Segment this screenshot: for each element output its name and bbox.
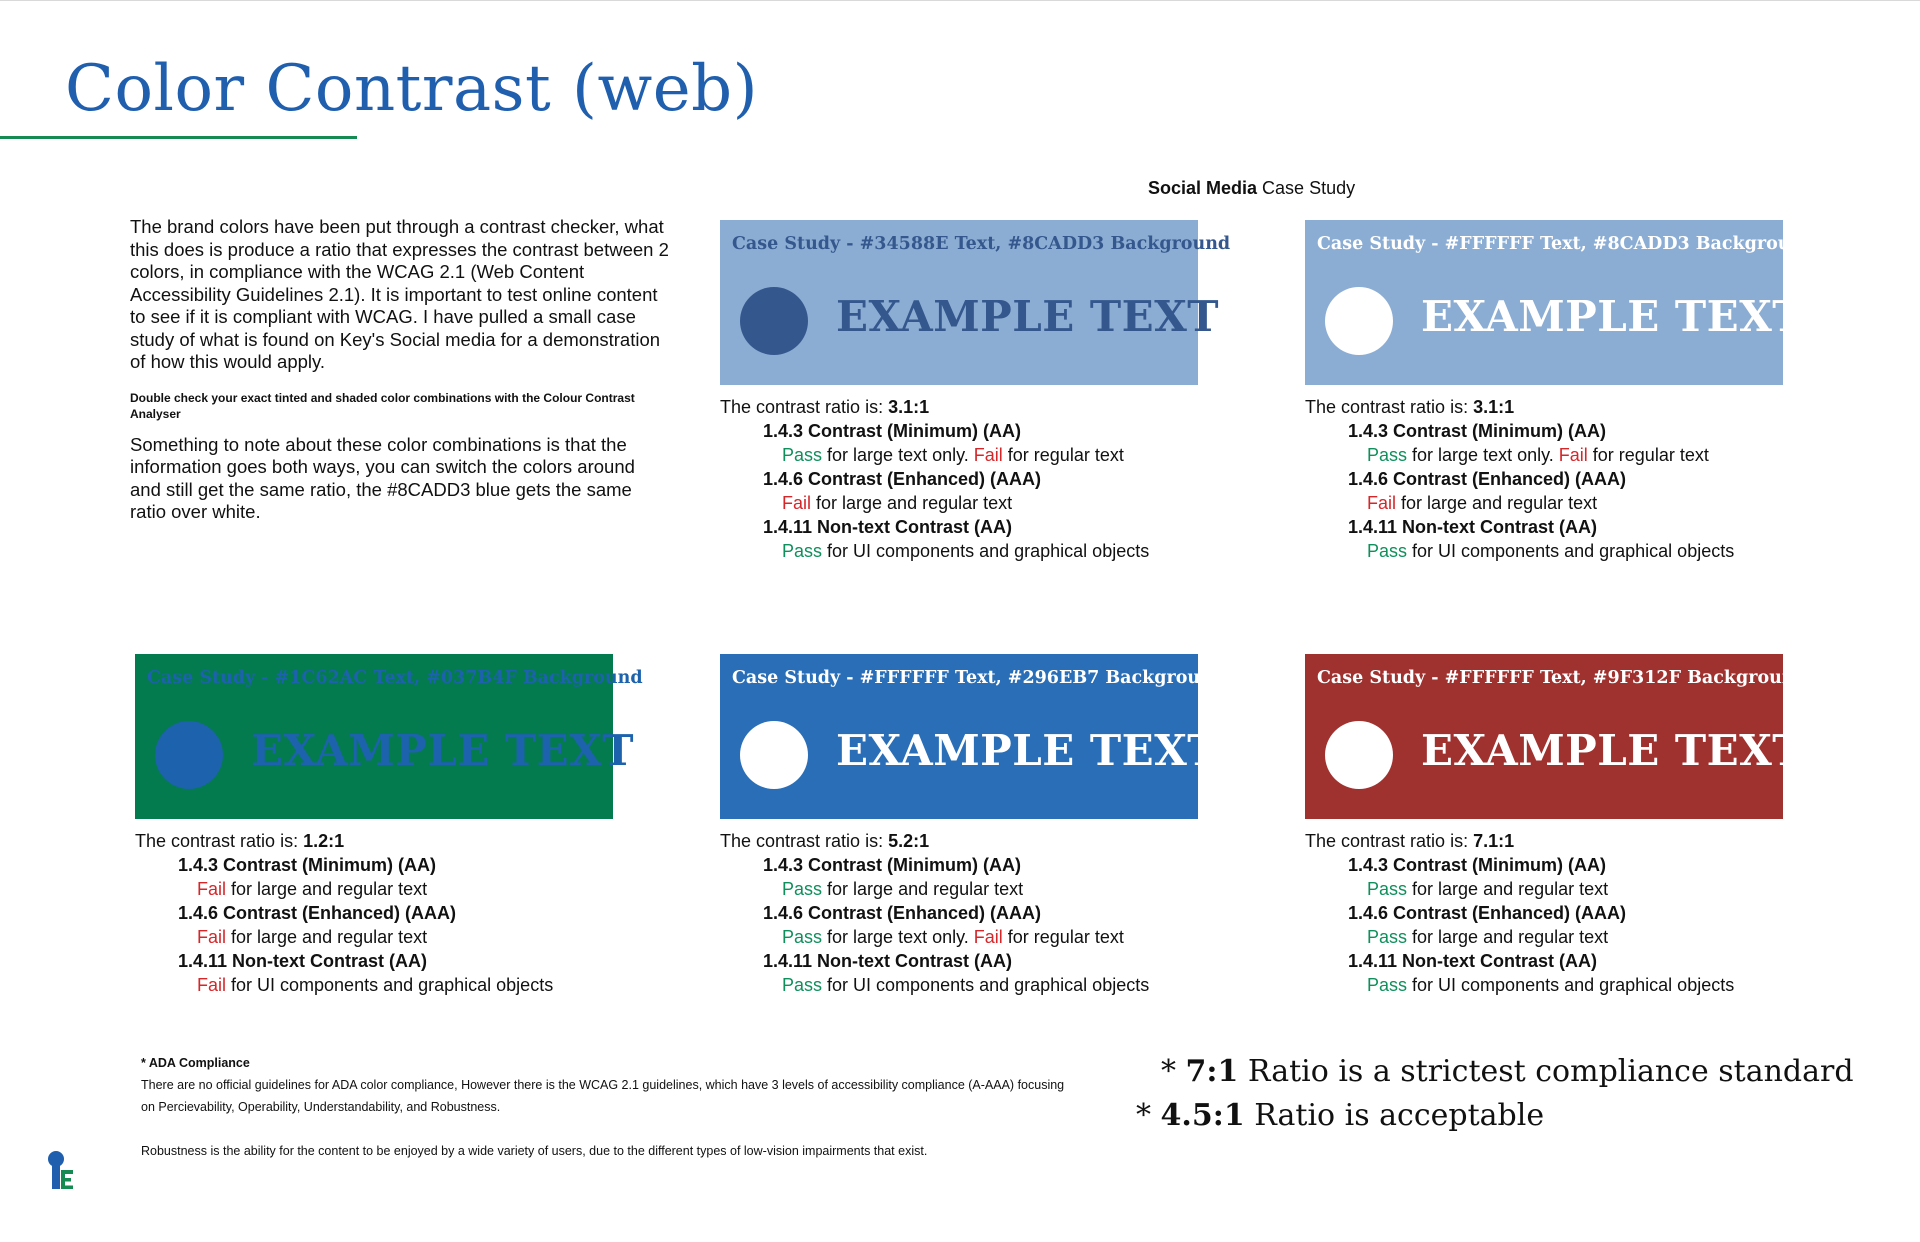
case-study-card [1305, 220, 1865, 563]
color-swatch [1305, 220, 1816, 385]
example-text: EXAMPLE TEXT [1421, 726, 1805, 775]
swatch-label: Case Study - #FFFFFF Text, #296EB7 Background [732, 668, 1226, 688]
ratio-value: 7.1:1 [1473, 831, 1515, 851]
pass-status: Pass [1367, 879, 1408, 899]
sample-circle-icon [1325, 721, 1393, 789]
result-nontext: Pass for UI components and graphical objects [782, 541, 1150, 561]
ratio-value: 1.2:1 [303, 831, 345, 851]
pass-status: Pass [782, 927, 823, 947]
ratio-value: 5.2:1 [888, 831, 930, 851]
result-enhanced: Fail for large and regular text [782, 493, 1013, 513]
pass-status: Pass [782, 975, 823, 995]
pass-status: Pass [1367, 927, 1408, 947]
fail-status: Fail [973, 927, 1003, 947]
pass-status: Pass [782, 879, 823, 899]
result-enhanced: Fail for large and regular text [1367, 493, 1598, 513]
result-minimum: Pass for large text only. Fail for regular text [782, 445, 1124, 465]
criterion-minimum: 1.4.3 Contrast (Minimum) (AA) [178, 855, 437, 875]
top-divider [0, 0, 1920, 1]
result-minimum: Pass for large and regular text [782, 879, 1024, 899]
criterion-minimum: 1.4.3 Contrast (Minimum) (AA) [1348, 421, 1607, 441]
example-text: EXAMPLE TEXT [251, 726, 635, 775]
pass-status: Pass [1367, 541, 1408, 561]
section-heading [1148, 178, 1355, 199]
result-nontext: Pass for UI components and graphical objects [1367, 975, 1735, 995]
example-text: EXAMPLE TEXT [1421, 292, 1805, 341]
criterion-enhanced: 1.4.6 Contrast (Enhanced) (AAA) [1348, 903, 1627, 923]
pass-status: Pass [782, 541, 823, 561]
ada-text-1: There are no official guidelines for ADA color compliance, However there is the WCAG 2.1 guidelines, which have 3 levels of accessibility compliance (A-AAA) focusing on Percievability, Operability, Understandability, and Robustness. [141, 1078, 1065, 1114]
page-title: Color Contrast (web) [65, 52, 759, 126]
ratio-standards [1136, 1050, 1854, 1138]
result-minimum: Pass for large text only. Fail for regular text [1367, 445, 1709, 465]
criterion-minimum: 1.4.3 Contrast (Minimum) (AA) [763, 855, 1022, 875]
contrast-ratio: The contrast ratio is: 3.1:1 [1305, 397, 1515, 417]
fail-status: Fail [197, 975, 227, 995]
criterion-enhanced: 1.4.6 Contrast (Enhanced) (AAA) [178, 903, 457, 923]
result-nontext: Fail for UI components and graphical objects [197, 975, 554, 995]
color-swatch [720, 654, 1226, 819]
swatch-label: Case Study - #34588E Text, #8CADD3 Background [732, 234, 1231, 254]
result-nontext: Pass for UI components and graphical objects [782, 975, 1150, 995]
criterion-nontext: 1.4.11 Non-text Contrast (AA) [178, 951, 428, 971]
result-minimum: Fail for large and regular text [197, 879, 428, 899]
intro-section [130, 216, 670, 524]
sample-circle-icon [740, 287, 808, 355]
fail-status: Fail [782, 493, 812, 513]
fail-status: Fail [973, 445, 1003, 465]
section-heading-bold: Social Media [1148, 178, 1258, 198]
result-enhanced: Fail for large and regular text [197, 927, 428, 947]
fail-status: Fail [1558, 445, 1588, 465]
result-nontext: Pass for UI components and graphical objects [1367, 541, 1735, 561]
sample-circle-icon [1325, 287, 1393, 355]
contrast-results [720, 395, 1280, 563]
intro-paragraph-1: The brand colors have been put through a contrast checker, what this does is produce a ratio that expresses the contrast between 2 colors, in compliance with the WCAG 2.1 (Web Content Accessibility Guidelines 2.1). It is important to test online content to see if it is compliant with WCAG. I have pulled a small case study of what is found on Key's Social media for a demonstration of how this would apply. [130, 216, 669, 372]
pass-status: Pass [1367, 445, 1408, 465]
contrast-results [1305, 395, 1865, 563]
standard-acceptable: * 4.5:1 Ratio is acceptable [1136, 1098, 1545, 1133]
pass-status: Pass [1367, 975, 1408, 995]
criterion-minimum: 1.4.3 Contrast (Minimum) (AA) [763, 421, 1022, 441]
contrast-results [720, 829, 1280, 997]
contrast-ratio: The contrast ratio is: 5.2:1 [720, 831, 930, 851]
contrast-ratio: The contrast ratio is: 1.2:1 [135, 831, 345, 851]
ratio-value: 3.1:1 [1473, 397, 1515, 417]
criterion-nontext: 1.4.11 Non-text Contrast (AA) [763, 517, 1013, 537]
case-study-card [720, 220, 1280, 563]
criterion-nontext: 1.4.11 Non-text Contrast (AA) [1348, 517, 1598, 537]
color-swatch [1305, 654, 1807, 819]
contrast-ratio: The contrast ratio is: 3.1:1 [720, 397, 930, 417]
criterion-nontext: 1.4.11 Non-text Contrast (AA) [763, 951, 1013, 971]
contrast-results [1305, 829, 1865, 997]
criterion-enhanced: 1.4.6 Contrast (Enhanced) (AAA) [763, 903, 1042, 923]
swatch-label: Case Study - #FFFFFF Text, #8CADD3 Background [1317, 234, 1816, 254]
criterion-minimum: 1.4.3 Contrast (Minimum) (AA) [1348, 855, 1607, 875]
result-enhanced: Pass for large and regular text [1367, 927, 1609, 947]
section-heading-rest: Case Study [1257, 178, 1356, 198]
pass-status: Pass [782, 445, 823, 465]
fail-status: Fail [197, 927, 227, 947]
criterion-nontext: 1.4.11 Non-text Contrast (AA) [1348, 951, 1598, 971]
ratio-value: 3.1:1 [888, 397, 930, 417]
example-text: EXAMPLE TEXT [836, 726, 1220, 775]
intro-paragraph-2: Something to note about these color combinations is that the information goes both ways, you can switch the colors around and still get the same ratio, the #8CADD3 blue gets the same ratio over white. [130, 433, 635, 522]
contrast-ratio: The contrast ratio is: 7.1:1 [1305, 831, 1515, 851]
case-study-card [720, 654, 1280, 997]
swatch-label: Case Study - #FFFFFF Text, #9F312F Background [1317, 668, 1807, 688]
color-swatch [720, 220, 1231, 385]
contrast-results [135, 829, 695, 997]
case-study-card [135, 654, 695, 997]
swatch-label: Case Study - #1C62AC Text, #037B4F Background [147, 668, 643, 688]
title-underline [0, 136, 357, 139]
ada-title: * ADA Compliance [141, 1056, 250, 1070]
example-text: EXAMPLE TEXT [836, 292, 1220, 341]
ada-text-2: Robustness is the ability for the content to be enjoyed by a wide variety of users, due to the different types of low-vision impairments that exist. [141, 1144, 928, 1158]
color-swatch [135, 654, 643, 819]
fail-status: Fail [1367, 493, 1397, 513]
case-study-card [1305, 654, 1865, 997]
standard-strict: * 7:1 Ratio is a strictest compliance standard [1161, 1054, 1854, 1089]
sample-circle-icon [155, 721, 223, 789]
result-enhanced: Pass for large text only. Fail for regular text [782, 927, 1124, 947]
fail-status: Fail [197, 879, 227, 899]
intro-note: Double check your exact tinted and shaded color combinations with the Colour Contrast Analyser [130, 390, 635, 421]
result-minimum: Pass for large and regular text [1367, 879, 1609, 899]
sample-circle-icon [740, 721, 808, 789]
brand-logo-icon [46, 1150, 76, 1192]
ada-compliance-note [141, 1052, 1081, 1162]
criterion-enhanced: 1.4.6 Contrast (Enhanced) (AAA) [1348, 469, 1627, 489]
criterion-enhanced: 1.4.6 Contrast (Enhanced) (AAA) [763, 469, 1042, 489]
